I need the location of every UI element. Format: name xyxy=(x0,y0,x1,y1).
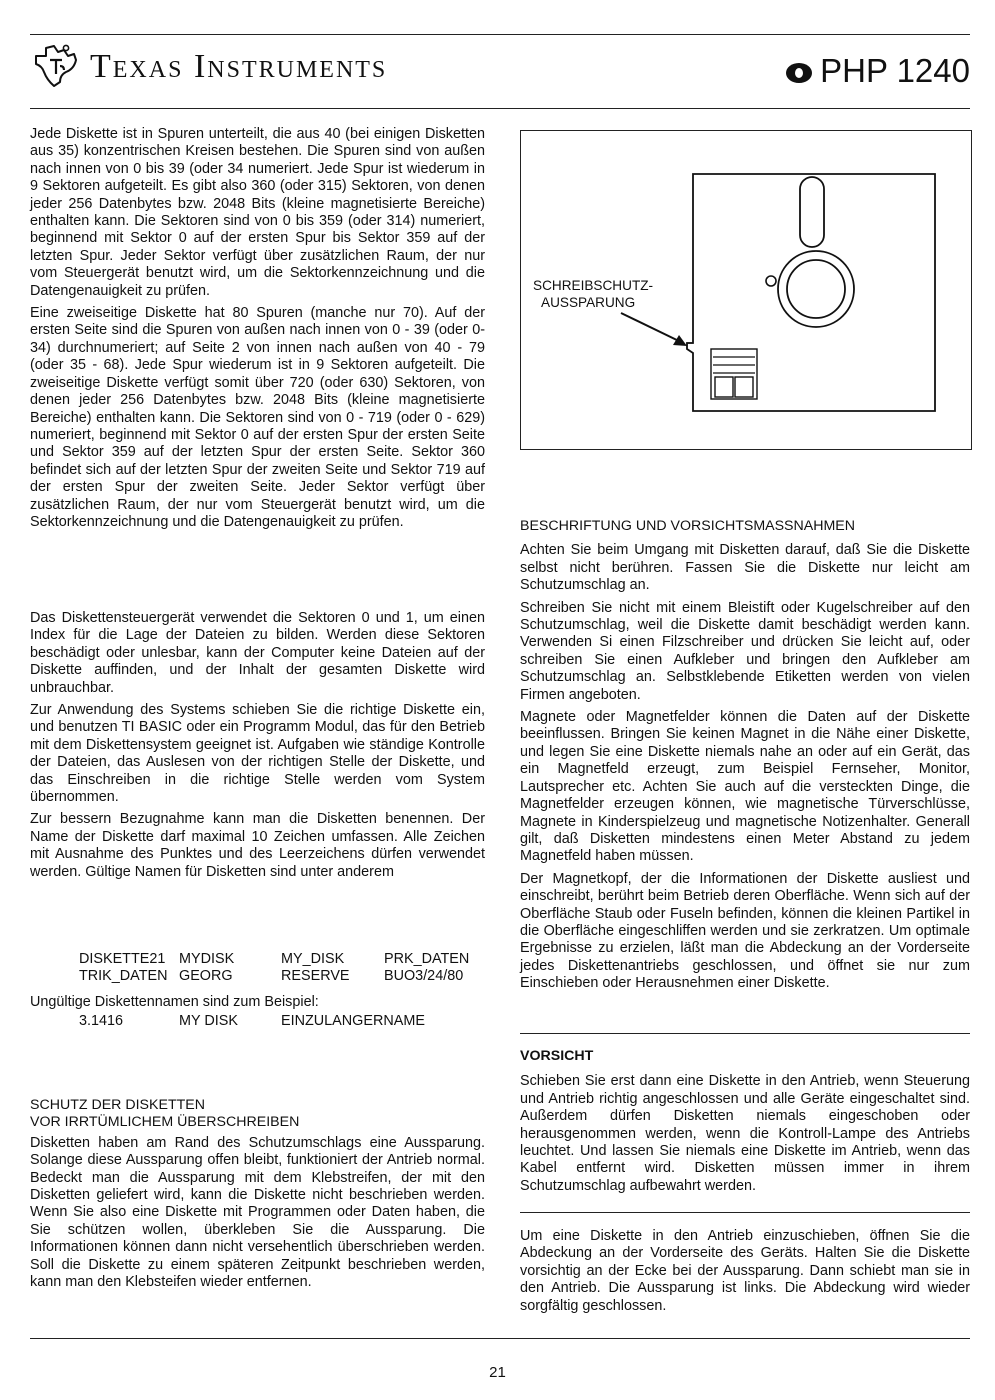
paragraph-insert-diskette: Um eine Diskette in den Antrieb einzuschieben, öffnen Sie die Abdeckung an der Vorderseite des Geräts. Halten Sie die Diskette vorsichtig an der Ecke bei der Aussparung. Dann schiebt man sie in den Antrieb. Die Aussparung ist links. Die Abdeckung wird wieder sorgfältig geschlossen. xyxy=(520,1228,970,1314)
valid-name: GEORG xyxy=(179,968,233,984)
valid-name: MYDISK xyxy=(179,951,235,967)
valid-names-table xyxy=(79,951,489,985)
invalid-names-intro: Ungültige Diskettennamen sind zum Beispiel: xyxy=(30,994,319,1010)
diskette-figure xyxy=(520,130,972,450)
right-column-top xyxy=(520,518,970,998)
left-column-bottom xyxy=(30,1097,485,1296)
caution-heading: VORSICHT xyxy=(520,1048,594,1064)
ti-logo-icon xyxy=(30,42,82,90)
valid-names-row xyxy=(79,968,489,985)
paragraph-caution: Schieben Sie erst dann eine Diskette in den Antrieb, wenn Steuerung und Antrieb richtig angeschlossen und alle Geräte eingeschaltet sind. Außerdem dürfen Disketten niemals eingeschoben oder herausgenommen werden, wenn die Kontroll-Lampe des Antriebs leuchtet. Und lassen Sie niemals eine Diskette im Antrieb, wenn das Kabel entfernt wird. Disketten müssen immer in ihrem Schutzumschlag aufbewahrt werden. xyxy=(520,1073,970,1194)
model-number xyxy=(786,52,970,90)
valid-name: RESERVE xyxy=(281,968,350,984)
invalid-name: EINZULANGERNAME xyxy=(281,1013,425,1029)
write-protect-label-1: SCHREIBSCHUTZ- xyxy=(533,278,654,293)
valid-name: MY_DISK xyxy=(281,951,345,967)
page-number: 21 xyxy=(489,1364,506,1381)
valid-name: TRIK_DATEN xyxy=(79,968,168,984)
caution-top-rule xyxy=(520,1033,970,1034)
paragraph-tracks: Jede Diskette ist in Spuren unterteilt, die aus 40 (bei einigen Disketten aus 35) konzentrischen Kreisen bestehen. Die Spuren sind von außen nach innen von 0 bis 39 (oder 34 numeriert. Jede Spur ist wiederum in 9 Sektoren aufgeteilt. Es gibt also 360 (oder 315) Sektoren, von denen jeder 256 Datenbytes bzw. 2048 Bits (kleine magnetisierte Bereiche) enthalten kann. Die Sektoren sind von 0 bis 359 (oder 314) numeriert, beginnend mit Sektor 0 auf der ersten Spur bis Sektor 359 auf der letzten Spur. Jeder Sektor verfügt über zusätzlichen Raum, der nur vom Steuergerät benutzt wird, um die Sektorkennzeichnung und die Datengenauigkeit zu prüfen. xyxy=(30,126,485,299)
top-rule xyxy=(30,34,970,35)
philips-mark-icon xyxy=(786,63,812,83)
caution-bottom-rule xyxy=(520,1212,970,1213)
paragraph-handling: Achten Sie beim Umgang mit Disketten darauf, daß Sie die Diskette selbst nicht berühren. Fassen Sie die Diskette nur leicht am Schutzumschlag an. xyxy=(520,542,970,594)
paragraph-writing-on-jacket: Schreiben Sie nicht mit einem Bleistift oder Kugelschreiber auf den Schutzumschlag, weil die Diskette damit beschädigt werden kann. Verwenden Si einen Filzschreiber und drücken Sie leicht auf, oder schreiben Sie einen Aufkleber und bringen den Aufkleber am Schutzumschlag an. Selbstklebende Etiketten werden von vielen Firmen angeboten. xyxy=(520,599,970,703)
valid-name: PRK_DATEN xyxy=(384,951,470,967)
invalid-name: MY DISK xyxy=(179,1013,238,1029)
section-heading-labeling: BESCHRIFTUNG UND VORSICHTSMASSNAHMEN xyxy=(520,518,856,534)
paragraph-system-usage: Zur Anwendung des Systems schieben Sie die richtige Diskette ein, und benutzen TI BASIC oder ein Programm Modul, das für den Betrieb mit dem Diskettensystem geeignet ist. Aufgaben wie ständige Kontrolle der Dateien, das Auslesen von der richtigen Stelle der Diskette, und das Einschreiben in die richtige Stelle werden vom System übernommen. xyxy=(30,702,485,806)
paragraph-magnets: Magnete oder Magnetfelder können die Daten auf der Diskette beeinflussen. Bringen Sie keinen Magnet in die Nähe einer Diskette, und legen Sie eine Diskette niemals nahe an oder auf ein Gerät, das ein Magnetfeld erzeugt, zum Beispiel Fernseher, Monitor, Lautsprecher etc. Achten Sie auch auf die versteckten Dinge, die Magnetfelder erzeugen können, wie magnetische Türverschlüsse, Magnete in Kinderspielzeug und magnetische Notizenhalter. Generall gilt, daß Disketten mindestens einen Meter Abstand zu jedem Magnetfeld haben müssen. xyxy=(520,709,970,865)
invalid-names-row xyxy=(79,1013,489,1030)
section-heading-protection-2: VOR IRRTÜMLICHEM ÜBERSCHREIBEN xyxy=(30,1114,300,1131)
section-heading-protection-1: SCHUTZ DER DISKETTEN xyxy=(30,1097,205,1113)
paragraph-index-sectors: Das Diskettensteuergerät verwendet die Sektoren 0 und 1, um einen Index für die Lage der Dateien zu bilden. Werden diese Sektoren beschädigt oder unlesbar, kann der Computer keine Dateien auf der Diskette auffinden, und der Inhalt der gesamten Diskette wird unbrauchbar. xyxy=(30,610,485,696)
paragraph-disk-names: Zur bessern Bezugnahme kann man die Disketten benennen. Der Name der Diskette darf maximal 10 Zeichen umfassen. Alle Zeichen mit Ausnahme des Punktes und des Leerzeichens dürfen verwendet werden. Gültige Namen für Disketten sind unter anderem xyxy=(30,811,485,880)
valid-name: BUO3/24/80 xyxy=(384,968,464,984)
invalid-name: 3.1416 xyxy=(79,1013,124,1029)
footer-rule xyxy=(30,1338,970,1339)
header-rule xyxy=(30,108,970,109)
invalid-names-table xyxy=(79,1013,489,1030)
right-column-bottom xyxy=(520,1228,970,1320)
caution-box xyxy=(520,1048,970,1200)
paragraph-write-protect: Disketten haben am Rand des Schutzumschlags eine Aussparung. Solange diese Aussparung offen bleibt, funktioniert der Antrieb normal. Bedeckt man die Aussparung mit dem Klebstreifen, der mit den Disketten geliefert wird, kann die Diskette nicht beschrieben werden. Wenn Sie also eine Diskette mit Programmen oder Daten haben, die Sie schützen wollen, überkleben Sie die Aussparung. Die Informationen können dann nicht versehentlich überschrieben werden. Soll die Diskette zu einem späteren Zeitpunkt beschrieben werden, kann man den Klebsteifen wieder entfernen. xyxy=(30,1134,485,1291)
paragraph-double-sided: Eine zweiseitige Diskette hat 80 Spuren (manche nur 70). Auf der ersten Seite sind die Spuren von außen nach innen von 0 - 39 (oder 0-34) durchnumeriert; auf Seite 2 von innen nach außen von 40 - 79 (oder 35 - 68). Jede Spur wiederum ist in 9 Sektoren aufgeteilt. Die zweiseitige Diskette verfügt somit über 720 (oder 630) Sektoren, von denen jeder 256 Datenbytes bzw. 2048 Bits (kleine magnetisierte Bereiche) enthalten kann. Die Sektoren sind von 0 - 719 (oder 0 - 629) numeriert, beginnend mit Sektor 0 auf der ersten Spur der ersten Seite und Sektor 359 auf der letzten Spur der ersten Seite. Sektor 360 befindet sich auf der letzten Spur der zweiten Seite und Sektor 719 auf der ersten Spur der zweiten Seite. Jeder Sektor verfügt über zusätzlichen Raum, der nur vom Steuergerät benutzt wird, um die Sektorkennzeichnung und die Datengenauigkeit zu prüfen. xyxy=(30,305,485,530)
valid-names-row xyxy=(79,951,489,968)
model-label: PHP 1240 xyxy=(820,52,970,89)
valid-name: DISKETTE21 xyxy=(79,951,166,967)
paragraph-magnetic-head: Der Magnetkopf, der die Informationen der Diskette ausliest und einschreibt, berührt beim Betrieb deren Oberfläche. Wenn sich auf der Oberfläche Staub oder Fuseln befinden, können die kleinen Partikel in die Oberfläche eingeschliffen werden und sie zerkratzen. Um optimale Ergebnisse zu erzielen, läßt man die Abdeckung an der Vorderseite jedes Diskettenantriebs geschlossen, und öffnet sie nur zum Einschieben oder Herausnehmen einer Diskette. xyxy=(520,870,970,992)
brand-name: Texas Instruments xyxy=(90,48,388,85)
left-column-middle xyxy=(30,610,485,886)
left-column-top xyxy=(30,126,485,536)
write-protect-label-2: AUSSPARUNG xyxy=(541,295,636,310)
